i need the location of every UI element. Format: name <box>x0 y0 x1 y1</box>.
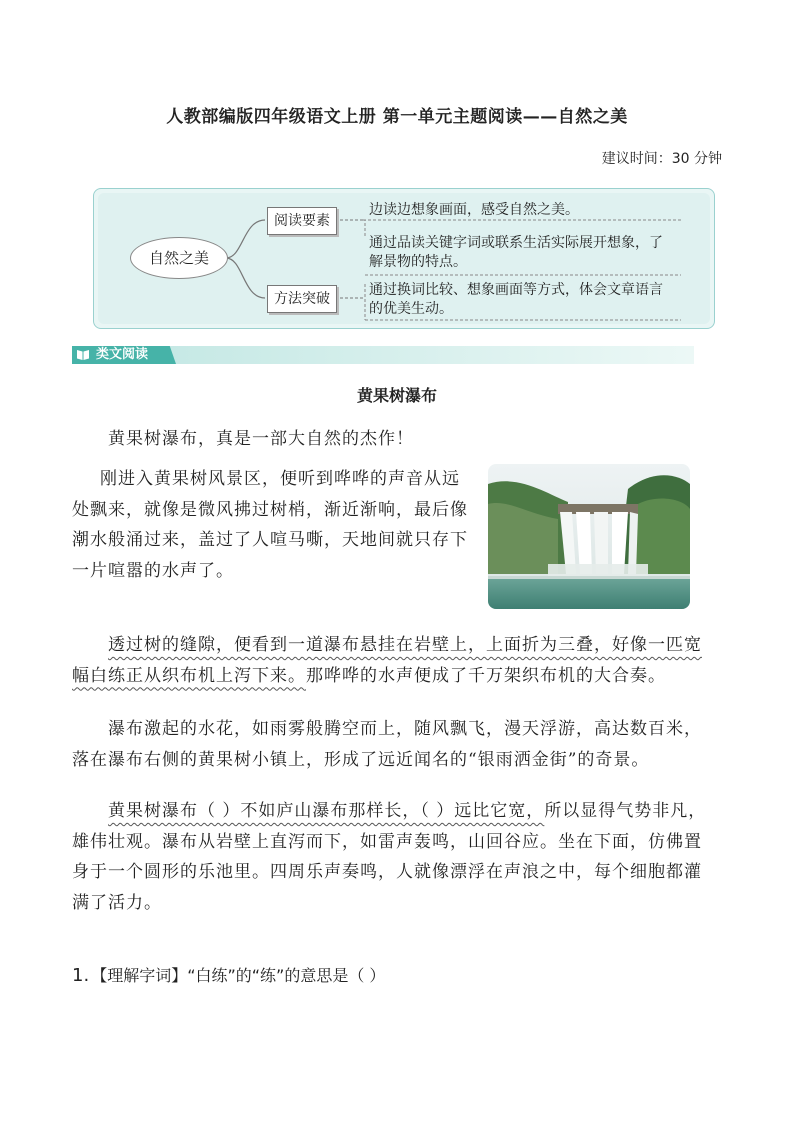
question-number: 1. <box>72 965 90 986</box>
mindmap-leaf: 通过品读关键字词或联系生活实际展开想象，了解景物的特点。 <box>369 235 663 270</box>
underlined-sentence: 透过树的缝隙，便看到一道瀑布悬挂在岩壁上，上面折为三叠，好像一匹宽幅白练正从织布机上泻下来。 <box>72 635 702 686</box>
fill-in-sentence: 黄果树瀑布（ ）不如庐山瀑布那样长，（ ）远比它宽， <box>108 801 545 821</box>
article-paragraph-5 <box>72 796 712 918</box>
question-text: 【理解字词】“白练”的“练”的意思是（ ） <box>91 966 386 985</box>
article-paragraph-3 <box>72 630 712 691</box>
page-title: 人教部编版四年级语文上册 第一单元主题阅读——自然之美 <box>166 107 628 127</box>
section-label: 类文阅读 <box>96 347 149 362</box>
suggested-time: 建议时间：30 分钟 <box>601 151 722 167</box>
article-paragraph-2: 刚进入黄果树风景区，便听到哗哗的声音从远处飘来，就像是微风拂过树梢，渐近渐响，最后像潮水般涌过来，盖过了人喧马嘶，天地间就只存下一片喧嚣的水声了。 <box>72 469 468 581</box>
question-1 <box>72 963 385 986</box>
waterfall-photo <box>488 464 690 609</box>
book-icon <box>76 349 90 361</box>
mindmap-center-node: 自然之美 <box>130 237 228 279</box>
article-paragraph-4: 瀑布激起的水花，如雨雾般腾空而上，随风飘飞，漫天浮游，高达数百米，落在瀑布右侧的黄果树小镇上，形成了远近闻名的“银雨洒金街”的奇景。 <box>72 719 702 770</box>
mindmap-leaf: 通过换词比较、想象画面等方式，体会文章语言的优美生动。 <box>369 282 663 317</box>
article-paragraph-1: 黄果树瀑布，真是一部大自然的杰作！ <box>108 429 414 449</box>
mindmap-branch-method: 方法突破 <box>267 285 337 313</box>
paragraph-text: 所以显得气势非凡，雄伟壮观。瀑布从岩壁上直泻而下，如雷声轰鸣，山回谷应。坐在下面，仿佛置身于一个圆形的乐池里。四周乐声奏鸣，人就像漂浮在声浪之中，每个细胞都灌满了活力。 <box>72 801 707 913</box>
waterfall-illustration <box>488 464 690 609</box>
paragraph-text: 那哗哗的水声便成了千万架织布机的大合奏。 <box>306 665 666 686</box>
mindmap-leaf: 边读边想象画面，感受自然之美。 <box>369 202 579 218</box>
mindmap-branch-reading-elements: 阅读要素 <box>267 207 337 235</box>
article-title: 黄果树瀑布 <box>356 386 437 405</box>
